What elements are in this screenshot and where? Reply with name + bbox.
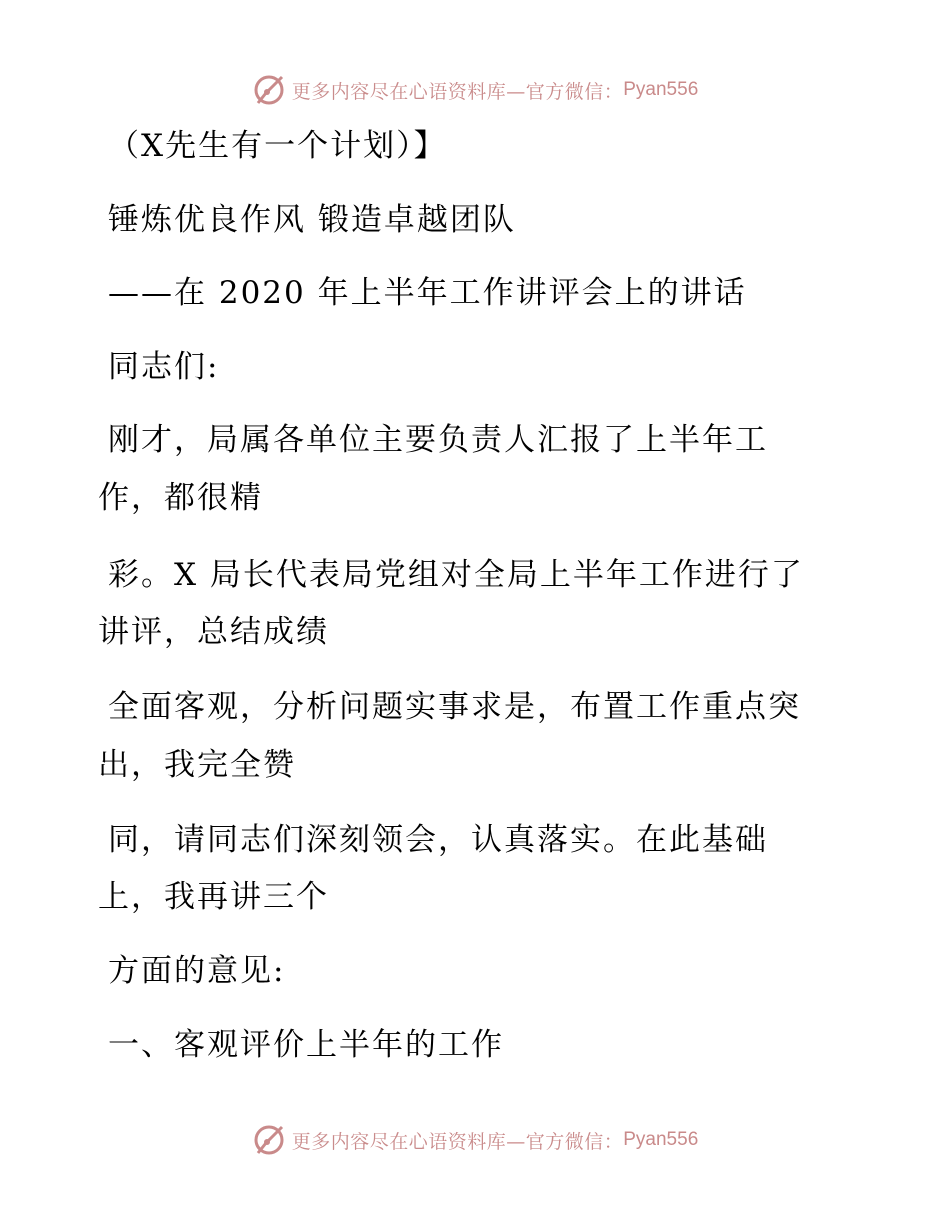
watermark-id: Pyan556 [623, 79, 699, 100]
doc-salutation: 同志们: [108, 349, 220, 385]
watermark-text: 更多内容尽在心语资料库—官方微信： [291, 1130, 624, 1153]
doc-line: 出，我完全赞 [98, 747, 296, 783]
watermark-text: 更多内容尽在心语资料库—官方微信： [291, 80, 624, 103]
doc-line: （X先生有一个计划）】 [108, 128, 447, 164]
doc-line: 全面客观，分析问题实事求是，布置工作重点突 [108, 689, 801, 725]
doc-line: 讲评，总结成绩 [98, 614, 329, 650]
watermark-footer [0, 1120, 950, 1160]
doc-line: 上，我再讲三个 [98, 879, 329, 915]
pen-logo-icon [252, 73, 286, 107]
watermark-header [0, 70, 950, 110]
doc-line: 彩。X 局长代表局党组对全局上半年工作进行了 [108, 557, 804, 593]
doc-line: 同，请同志们深刻领会，认真落实。在此基础 [108, 822, 768, 858]
pen-logo-icon [252, 1123, 286, 1157]
doc-line: 刚才，局属各单位主要负责人汇报了上半年工 [108, 422, 768, 458]
watermark-id: Pyan556 [623, 1129, 699, 1150]
doc-title: 锤炼优良作风 锻造卓越团队 [108, 202, 516, 238]
section-heading: 一、客观评价上半年的工作 [108, 1027, 504, 1063]
doc-subtitle: ——在 2020 年上半年工作讲评会上的讲话 [108, 275, 747, 311]
doc-line: 作，都很精 [98, 480, 263, 516]
doc-line: 方面的意见: [108, 953, 286, 989]
